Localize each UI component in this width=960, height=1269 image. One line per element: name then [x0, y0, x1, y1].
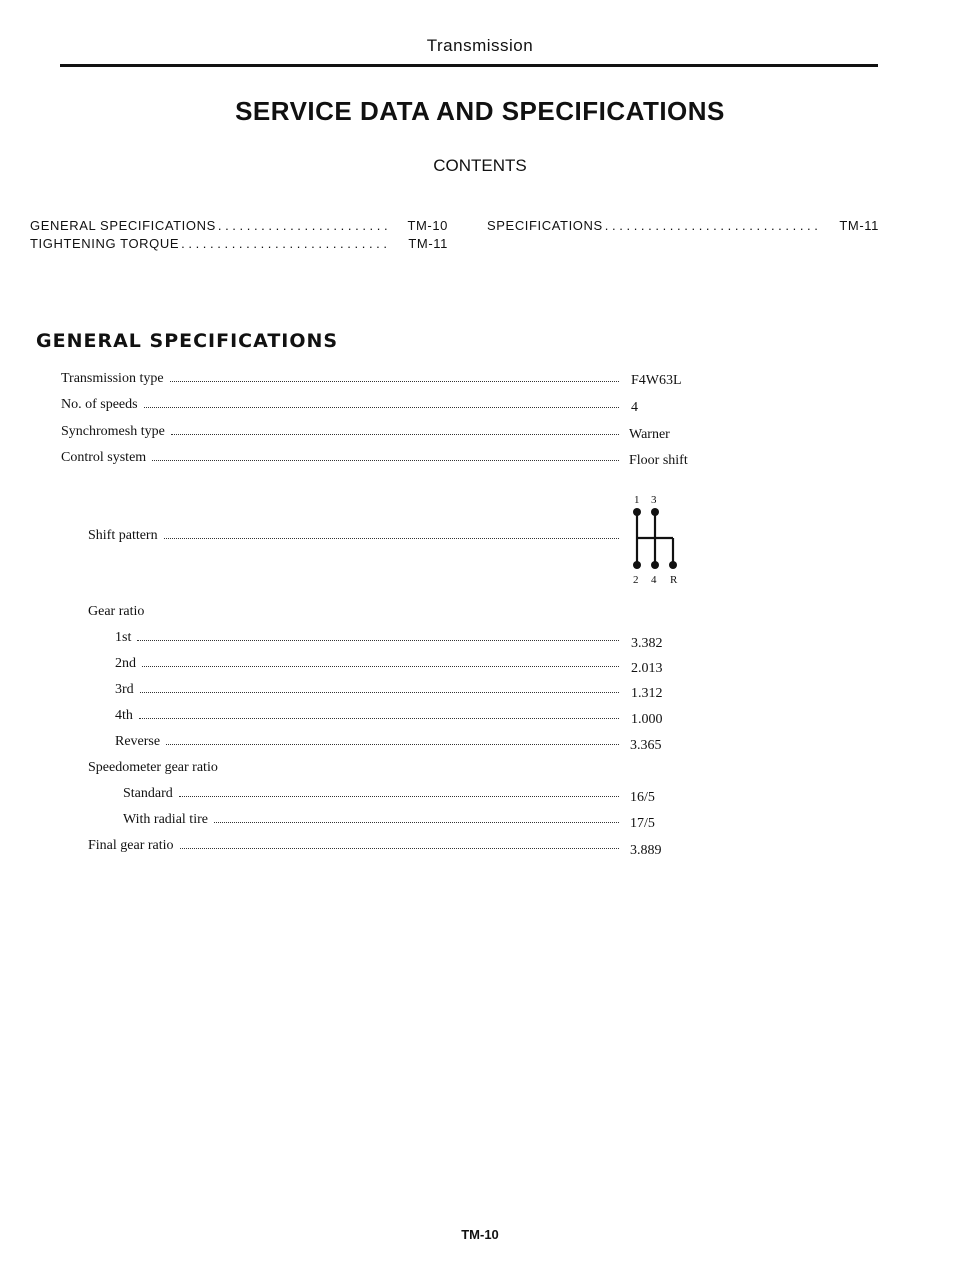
toc-leader [218, 218, 388, 233]
spec-label: Transmission type [61, 371, 164, 386]
spec-row-gear-4th [115, 708, 619, 726]
toc-leader [605, 218, 820, 233]
dot-leader [214, 812, 619, 823]
dot-leader [179, 786, 619, 797]
spec-row-final-gear-ratio [88, 838, 619, 856]
spec-label: 4th [115, 708, 133, 723]
page-title: SERVICE DATA AND SPECIFICATIONS [235, 96, 725, 126]
toc-entry-page: TM-10 [407, 218, 448, 233]
toc-entry-label: TIGHTENING TORQUE [30, 236, 180, 251]
dot-leader [180, 838, 619, 849]
shift-pattern-diagram [625, 505, 685, 575]
toc-entry-tightening-torque[interactable] [30, 236, 448, 251]
spec-value: 4 [631, 400, 638, 415]
spec-row-gear-3rd [115, 682, 619, 700]
spec-row-gear-reverse [115, 734, 619, 752]
spec-value: 17/5 [630, 816, 655, 831]
contents-heading: CONTENTS [433, 156, 527, 175]
page-number: TM-10 [461, 1227, 499, 1242]
spec-row-speedometer-radial [123, 812, 619, 830]
spec-label: 1st [115, 630, 132, 645]
gear-ratio-heading: Gear ratio [88, 604, 145, 619]
spec-value: 1.000 [631, 712, 663, 727]
speedometer-heading: Speedometer gear ratio [88, 760, 218, 775]
dot-leader [137, 630, 619, 641]
spec-label: Control system [61, 450, 147, 465]
toc-entry-label: SPECIFICATIONS [487, 218, 603, 233]
spec-label: Reverse [115, 734, 161, 749]
spec-row-gear-1st [115, 630, 619, 648]
spec-label: Synchromesh type [61, 424, 165, 439]
dot-leader [139, 708, 619, 719]
spec-row-transmission-type [61, 371, 619, 389]
spec-row-no-of-speeds [61, 397, 619, 415]
shift-gear-label: 2 [633, 574, 639, 586]
dot-leader [144, 397, 619, 408]
spec-label: 2nd [115, 656, 136, 671]
toc-entry-page: TM-11 [408, 236, 448, 251]
shift-gear-label: R [670, 574, 678, 586]
header-rule [60, 64, 878, 67]
spec-label: Shift pattern [88, 528, 158, 543]
spec-row-speedometer-standard [123, 786, 619, 804]
spec-value: 3.365 [630, 738, 662, 753]
shift-gear-label: 4 [651, 574, 657, 586]
dot-leader [142, 656, 619, 667]
spec-row-shift-pattern [88, 528, 619, 546]
spec-value: Warner [629, 427, 670, 442]
shift-gear-label: 1 [634, 494, 640, 506]
spec-label: With radial tire [123, 812, 208, 827]
dot-leader [170, 371, 619, 382]
spec-row-control-system [61, 450, 619, 468]
toc-entry-label: GENERAL SPECIFICATIONS [30, 218, 216, 233]
toc-entry-page: TM-11 [839, 218, 879, 233]
spec-label: 3rd [115, 682, 134, 697]
shift-gear-label: 3 [651, 494, 657, 506]
spec-label: Final gear ratio [88, 838, 174, 853]
spec-value: F4W63L [631, 373, 682, 388]
spec-value: 3.382 [631, 636, 663, 651]
dot-leader [140, 682, 619, 693]
spec-value: 16/5 [630, 790, 655, 805]
running-header: Transmission [426, 36, 534, 55]
dot-leader [152, 450, 619, 461]
toc-entry-specifications[interactable] [487, 218, 879, 233]
toc-entry-general-specifications[interactable] [30, 218, 448, 233]
dot-leader [164, 528, 619, 539]
spec-label: Standard [123, 786, 173, 801]
spec-row-synchromesh-type [61, 424, 619, 442]
spec-value: 1.312 [631, 686, 663, 701]
spec-value: 2.013 [631, 661, 663, 676]
dot-leader [171, 424, 619, 435]
spec-label: No. of speeds [61, 397, 138, 412]
section-title: GENERAL SPECIFICATIONS [36, 330, 339, 352]
spec-value: Floor shift [629, 453, 688, 468]
spec-value: 3.889 [630, 843, 662, 858]
toc-leader [181, 236, 388, 251]
spec-row-gear-2nd [115, 656, 619, 674]
dot-leader [166, 734, 619, 745]
